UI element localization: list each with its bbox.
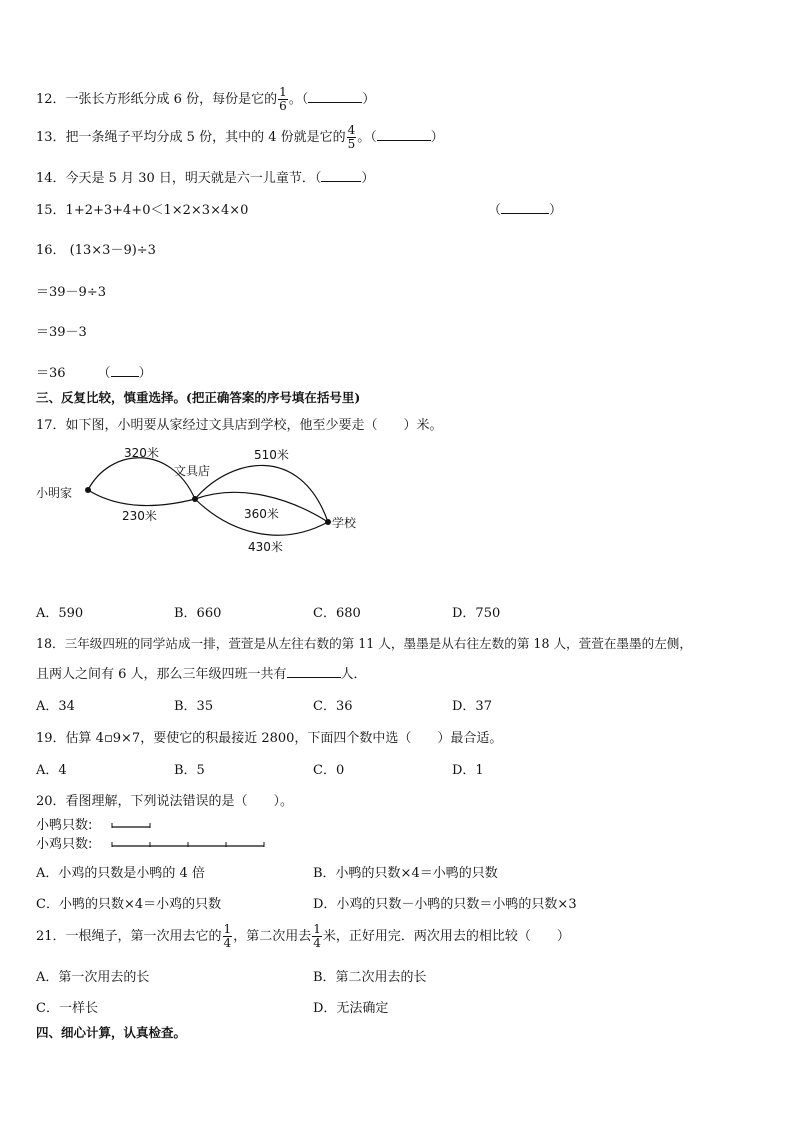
question-17: 17．如下图，小明要从家经过文具店到学校，他至少要走（ ）米。: [36, 418, 443, 433]
route-230: [88, 490, 195, 506]
option-a[interactable]: A．590: [36, 606, 84, 621]
option-c[interactable]: C．一样长: [36, 1001, 98, 1016]
option-c[interactable]: C．小鸭的只数×4＝小鸡的只数: [36, 897, 222, 912]
question-13: 13．把一条绳子平均分成 5 份，其中的 4 份就是它的 $\frac{4}{5}$ 。（ ）: [36, 123, 444, 151]
section-heading: 四、细心计算，认真检查。: [36, 1025, 187, 1040]
question-19: 19．估算 4▫9×7，要使它的积最接近 2800，下面四个数中选（ ）最合适。: [36, 731, 503, 746]
answer-blank[interactable]: [308, 90, 362, 103]
option-d[interactable]: D．37: [452, 699, 492, 714]
section-heading: 三、反复比较，慎重选择。(把正确答案的序号填在括号里): [36, 390, 361, 405]
fraction: $\frac{1}{4}$: [313, 922, 321, 950]
duck-bar: [112, 823, 150, 828]
option-a[interactable]: A．第一次用去的长: [36, 970, 150, 985]
route-diagram: [30, 438, 370, 563]
answer-blank[interactable]: [377, 128, 431, 141]
home-point: [85, 487, 91, 493]
duck-label: 小鸭只数:: [36, 818, 93, 833]
bar-model: [110, 820, 270, 850]
label-230: 230米: [122, 509, 157, 523]
fraction: $\frac{1}{4}$: [223, 922, 232, 950]
option-a[interactable]: A．4: [36, 763, 67, 778]
question-16-step: ＝36 （ ）: [36, 366, 152, 381]
question-20: 20．看图理解，下列说法错误的是（ ）。: [36, 794, 294, 809]
answer-blank[interactable]: [501, 201, 549, 214]
store-point: [192, 496, 198, 502]
label-store: 文具店: [174, 464, 211, 478]
label-510: 510米: [254, 448, 289, 462]
label-430: 430米: [248, 540, 283, 554]
question-14: 14．今天是 5 月 30 日，明天就是六一儿童节．（ ）: [36, 171, 375, 186]
label-home: 小明家: [36, 486, 73, 500]
fraction: $\frac{4}{5}$: [347, 123, 356, 151]
question-21: 21．一根绳子，第一次用去它的 $\frac{1}{4}$ ，第二次用去 $\frac{1}{4}$ 米，正好用完．两次用去的相比较（ ）: [36, 922, 570, 950]
option-b[interactable]: B．660: [174, 606, 222, 621]
chick-label: 小鸡只数:: [36, 837, 93, 852]
option-c[interactable]: C．680: [313, 606, 361, 621]
chick-bar: [112, 842, 264, 847]
option-d[interactable]: D．1: [452, 763, 484, 778]
question-18: 18．三年级四班的同学站成一排，萱萱是从左往右数的第 11 人，墨墨是从右往左数的第 18 人，萱萱在墨墨的左侧，: [36, 636, 692, 651]
option-d[interactable]: D．750: [452, 606, 501, 621]
label-320: 320米: [124, 446, 159, 460]
option-c[interactable]: C．36: [313, 699, 353, 714]
question-16: 16． (13×3－9)÷3: [36, 243, 156, 258]
option-a[interactable]: A．小鸡的只数是小鸭的 4 倍: [36, 866, 205, 881]
option-a[interactable]: A．34: [36, 699, 75, 714]
question-18-line2: 且两人之间有 6 人，那么三年级四班一共有 人．: [36, 667, 367, 682]
question-12: 12．一张长方形纸分成 6 份，每份是它的 $\frac{1}{6}$ 。（ ）: [36, 85, 376, 113]
option-b[interactable]: B．第二次用去的长: [313, 970, 427, 985]
option-b[interactable]: B．5: [174, 763, 205, 778]
answer-blank[interactable]: [321, 169, 361, 182]
option-b[interactable]: B．小鸭的只数×4＝小鸭的只数: [313, 866, 498, 881]
question-15: 15．1+2+3+4+0＜1×2×3×4×0: [36, 203, 249, 218]
option-b[interactable]: B．35: [174, 699, 214, 714]
option-d[interactable]: D．小鸡的只数－小鸭的只数＝小鸭的只数×3: [313, 897, 577, 912]
label-school: 学校: [332, 516, 357, 530]
option-d[interactable]: D．无法确定: [313, 1001, 389, 1016]
school-point: [325, 519, 331, 525]
answer-blank[interactable]: [111, 364, 139, 377]
answer-blank[interactable]: [287, 665, 341, 678]
question-16-step: ＝39－9÷3: [36, 285, 106, 300]
label-360: 360米: [244, 507, 279, 521]
fraction: $\frac{1}{6}$: [279, 85, 287, 113]
question-16-step: ＝39－3: [36, 325, 87, 340]
option-c[interactable]: C．0: [313, 763, 345, 778]
answer-paren-15: （ ）: [488, 203, 563, 218]
